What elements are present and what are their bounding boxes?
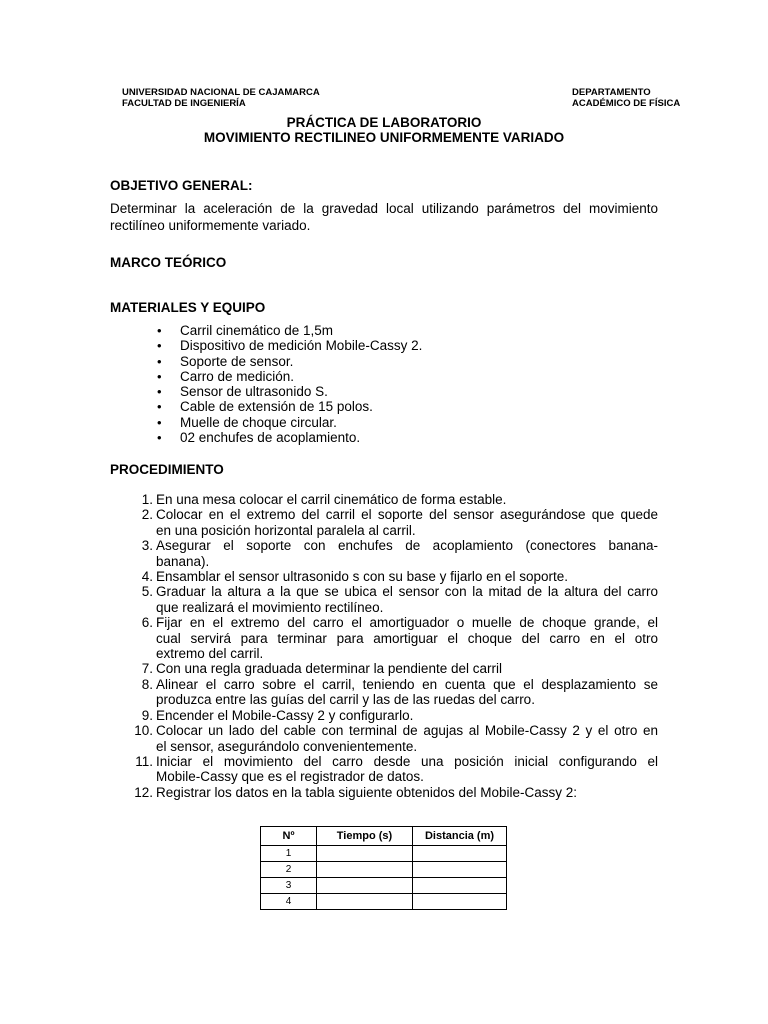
objective-heading: OBJETIVO GENERAL: (110, 178, 253, 193)
step-text: Asegurar el soporte con enchufes de acoplamiento (conectores banana- (156, 538, 658, 554)
step-text: el sensor, asegurándolo convenientemente. (156, 738, 418, 754)
distance-cell[interactable] (413, 878, 507, 894)
materials-heading: MATERIALES Y EQUIPO (110, 300, 266, 315)
step-text: Colocar un lado del cable con terminal de agujas al Mobile-Cassy 2 y el otro en (156, 723, 658, 739)
procedure-step (110, 677, 658, 692)
step-number: 3. (141, 538, 153, 554)
material-text: Dispositivo de medición Mobile-Cassy 2. (180, 338, 423, 354)
step-number: 2. (141, 507, 153, 523)
step-number: 7. (141, 661, 153, 677)
step-text: Fijar en el extremo del carro el amortiguador o muelle de choque grande, el (156, 615, 658, 631)
material-text: Carro de medición. (180, 368, 295, 384)
step-text: Ensamblar el sensor ultrasonido s con su base y fijarlo en el soporte. (156, 569, 568, 585)
step-text: Mobile-Cassy que es el registrador de datos. (156, 769, 424, 785)
table-row (261, 894, 507, 910)
procedure-step (110, 785, 658, 800)
step-number: 5. (141, 584, 153, 600)
step-text: Registrar los datos en la tabla siguiente obtenidos del Mobile-Cassy 2: (156, 784, 577, 800)
step-text: Alinear el carro sobre el carril, teniendo en cuenta que el desplazamiento se (156, 676, 658, 692)
step-text: extremo del carril. (156, 646, 264, 662)
procedure-step (110, 569, 658, 584)
time-cell[interactable] (317, 846, 413, 862)
step-number: 1. (141, 492, 153, 507)
table-row (261, 846, 507, 862)
header-university: UNIVERSIDAD NACIONAL DE CAJAMARCA (122, 87, 320, 98)
distance-cell[interactable] (413, 894, 507, 910)
objective-line-1: Determinar la aceleración de la gravedad local utilizando parámetros del movimiento (110, 201, 658, 216)
procedure-step (110, 723, 658, 738)
data-table (260, 826, 507, 910)
list-item (110, 354, 422, 369)
theory-heading: MARCO TEÓRICO (110, 255, 227, 270)
step-text: Colocar en el extremo del carril el soporte del sensor asegurándose que quede (156, 507, 658, 523)
list-item (110, 338, 422, 353)
step-text: en una posición horizontal paralela al carril. (156, 522, 416, 538)
table-row (261, 878, 507, 894)
distance-cell[interactable] (413, 862, 507, 878)
row-number-cell: 3 (261, 878, 317, 894)
procedure-step (110, 554, 658, 569)
step-text: que realizará el movimiento rectilíneo. (156, 599, 384, 615)
bullet-icon: • (157, 338, 162, 354)
procedure-heading: PROCEDIMIENTO (110, 462, 224, 477)
header-number: Nº (261, 827, 317, 846)
bullet-icon: • (157, 368, 162, 384)
header-institution (122, 87, 320, 109)
procedure-step (110, 661, 658, 676)
header-time: Tiempo (s) (317, 827, 413, 846)
list-item (110, 399, 422, 414)
list-item (110, 430, 422, 445)
procedure-step (110, 600, 658, 615)
time-cell[interactable] (317, 862, 413, 878)
row-number-cell: 4 (261, 894, 317, 910)
bullet-icon: • (157, 323, 162, 338)
procedure-step (110, 507, 658, 522)
header-department-line2: ACADÉMICO DE FÍSICA (572, 98, 681, 109)
step-number: 4. (141, 569, 153, 585)
material-text: Sensor de ultrasonido S. (180, 384, 328, 400)
header-department (572, 87, 680, 109)
bullet-icon: • (157, 353, 162, 369)
step-number: 8. (141, 676, 153, 692)
objective-line-2: rectilíneo uniformemente variado. (110, 218, 311, 233)
bullet-icon: • (157, 430, 162, 446)
procedure-step (110, 631, 658, 646)
procedure-step (110, 754, 658, 769)
list-item (110, 369, 422, 384)
procedure-step (110, 739, 658, 754)
time-cell[interactable] (317, 878, 413, 894)
step-text: En una mesa colocar el carril cinemático de forma estable. (156, 492, 507, 507)
material-text: Carril cinemático de 1,5m (180, 323, 334, 338)
step-number: 9. (141, 707, 153, 723)
step-number: 11. (135, 753, 153, 769)
bullet-icon: • (157, 384, 162, 400)
procedure-step (110, 584, 658, 599)
material-text: Muelle de choque circular. (180, 414, 337, 430)
step-text: cual servirá para terminar para amortiguar el choque del carro en el otro (156, 630, 658, 646)
header-faculty: FACULTAD DE INGENIERÍA (122, 98, 246, 109)
bullet-icon: • (157, 414, 162, 430)
table-row (261, 862, 507, 878)
time-cell[interactable] (317, 894, 413, 910)
step-text: Encender el Mobile-Cassy 2 y configurarlo. (156, 707, 414, 723)
materials-list (110, 323, 422, 445)
step-text: produzca entre las guías del carril y las de las ruedas del carro. (156, 692, 535, 708)
procedure-step (110, 538, 658, 553)
procedure-step (110, 615, 658, 630)
step-text: Iniciar el movimiento del carro desde una posición inicial configurando el (156, 753, 658, 769)
procedure-list (110, 492, 658, 800)
step-text: Con una regla graduada determinar la pendiente del carril (156, 661, 502, 677)
list-item (110, 323, 422, 338)
procedure-step (110, 492, 658, 507)
document-title: PRÁCTICA DE LABORATORIO (286, 115, 482, 130)
row-number-cell: 1 (261, 846, 317, 862)
step-number: 10. (134, 723, 153, 739)
list-item (110, 415, 422, 430)
procedure-step (110, 769, 658, 784)
bullet-icon: • (157, 399, 162, 415)
header-distance: Distancia (m) (413, 827, 507, 846)
procedure-step (110, 646, 658, 661)
row-number-cell: 2 (261, 862, 317, 878)
material-text: Cable de extensión de 15 polos. (180, 399, 373, 415)
document-subtitle: MOVIMIENTO RECTILINEO UNIFORMEMENTE VARIADO (203, 130, 565, 145)
step-text: banana). (156, 553, 210, 569)
step-number: 12. (134, 784, 153, 800)
header-department-line1: DEPARTAMENTO (572, 87, 651, 98)
procedure-step (110, 523, 658, 538)
step-number: 6. (141, 615, 153, 631)
list-item (110, 384, 422, 399)
table-header-row (261, 827, 507, 846)
procedure-step (110, 692, 658, 707)
procedure-step (110, 708, 658, 723)
step-text: Graduar la altura a la que se ubica el sensor con la mitad de la altura del carro (156, 584, 658, 600)
material-text: 02 enchufes de acoplamiento. (180, 430, 361, 446)
distance-cell[interactable] (413, 846, 507, 862)
material-text: Soporte de sensor. (180, 353, 294, 369)
